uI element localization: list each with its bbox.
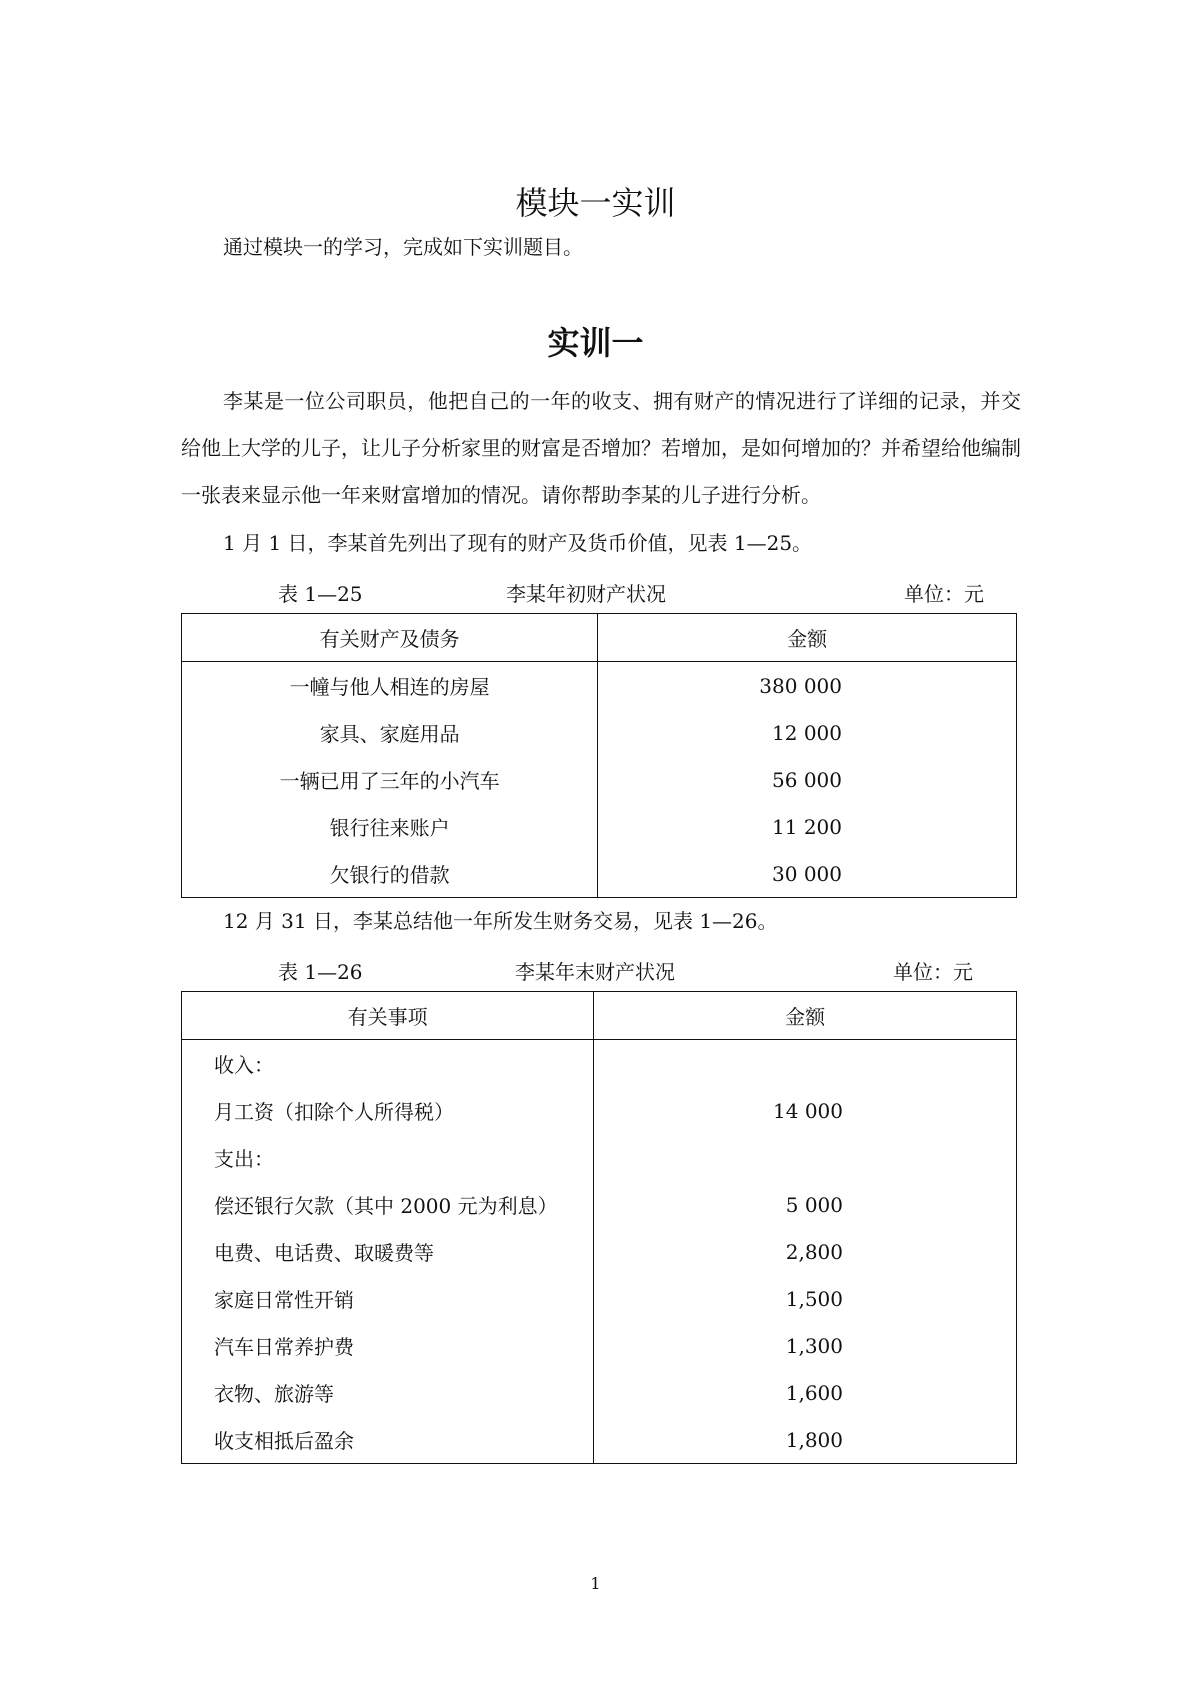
table2-item: 汽车日常养护费 (182, 1322, 594, 1369)
table-row (182, 756, 1017, 803)
table2 (181, 991, 1017, 1464)
table1-item: 家具、家庭用品 (182, 709, 598, 756)
table2-name: 李某年末财产状况 (515, 960, 675, 984)
table1-item: 一辆已用了三年的小汽车 (182, 756, 598, 803)
table2-amount: 1,600 (594, 1369, 1017, 1416)
table1-name: 李某年初财产状况 (506, 582, 666, 606)
table2-number: 表 1—26 (278, 960, 363, 984)
table1-amount: 380 000 (598, 662, 1017, 710)
table2-amount: 14 000 (594, 1087, 1017, 1134)
table2-item: 电费、电话费、取暖费等 (182, 1228, 594, 1275)
table-row (182, 1087, 1017, 1134)
table-row (182, 662, 1017, 710)
table2-item: 支出： (182, 1134, 594, 1181)
table1-header-amount: 金额 (598, 614, 1017, 662)
dec-paragraph: 12 月 31 日，李某总结他一年所发生财务交易，见表 1—26。 (223, 909, 778, 933)
table1-item: 欠银行的借款 (182, 850, 598, 898)
table2-amount: 1,800 (594, 1416, 1017, 1464)
case-paragraph: 李某是一位公司职员，他把自己的一年的收支、拥有财产的情况进行了详细的记录，并交给他上大学的儿子，让儿子分析家里的财富是否增加？若增加，是如何增加的？并希望给他编制一张表来显示他一年来财富增加的情况。请你帮助李某的儿子进行分析。 (181, 389, 1021, 507)
table2-amount (594, 1040, 1017, 1088)
table1 (181, 613, 1017, 898)
table-row (182, 1369, 1017, 1416)
table1-amount: 30 000 (598, 850, 1017, 898)
table-row (182, 1228, 1017, 1275)
table2-header-item: 有关事项 (182, 992, 594, 1040)
table2-item: 衣物、旅游等 (182, 1369, 594, 1416)
table1-item: 银行往来账户 (182, 803, 598, 850)
table2-unit: 单位：元 (893, 960, 973, 984)
table2-item: 收支相抵后盈余 (182, 1416, 594, 1464)
table-row (182, 709, 1017, 756)
table2-header-row (182, 992, 1017, 1040)
table1-unit: 单位：元 (904, 582, 984, 606)
table2-item: 收入： (182, 1040, 594, 1088)
page-title: 模块一实训 (515, 184, 676, 222)
section-title: 实训一 (547, 324, 644, 362)
table2-item: 偿还银行欠款（其中 2000 元为利息） (182, 1181, 594, 1228)
table2-amount: 1,300 (594, 1322, 1017, 1369)
table1-header-item: 有关财产及债务 (182, 614, 598, 662)
table1-item: 一幢与他人相连的房屋 (182, 662, 598, 710)
table-row (182, 1416, 1017, 1464)
table-row (182, 803, 1017, 850)
table2-amount: 2,800 (594, 1228, 1017, 1275)
table2-amount: 5 000 (594, 1181, 1017, 1228)
table-row (182, 1181, 1017, 1228)
table2-amount: 1,500 (594, 1275, 1017, 1322)
table-row (182, 1275, 1017, 1322)
intro-text: 通过模块一的学习，完成如下实训题目。 (223, 235, 583, 259)
table1-amount: 12 000 (598, 709, 1017, 756)
table2-header-amount: 金额 (594, 992, 1017, 1040)
table1-header-row (182, 614, 1017, 662)
table2-item: 家庭日常性开销 (182, 1275, 594, 1322)
table-row (182, 1322, 1017, 1369)
table1-number: 表 1—25 (278, 582, 363, 606)
jan-paragraph: 1 月 1 日，李某首先列出了现有的财产及货币价值，见表 1—25。 (223, 531, 813, 555)
page-number: 1 (590, 1574, 601, 1593)
table1-amount: 11 200 (598, 803, 1017, 850)
table1-amount: 56 000 (598, 756, 1017, 803)
table-row (182, 1134, 1017, 1181)
table-row (182, 1040, 1017, 1088)
table2-amount (594, 1134, 1017, 1181)
table2-item: 月工资（扣除个人所得税） (182, 1087, 594, 1134)
table-row (182, 850, 1017, 898)
